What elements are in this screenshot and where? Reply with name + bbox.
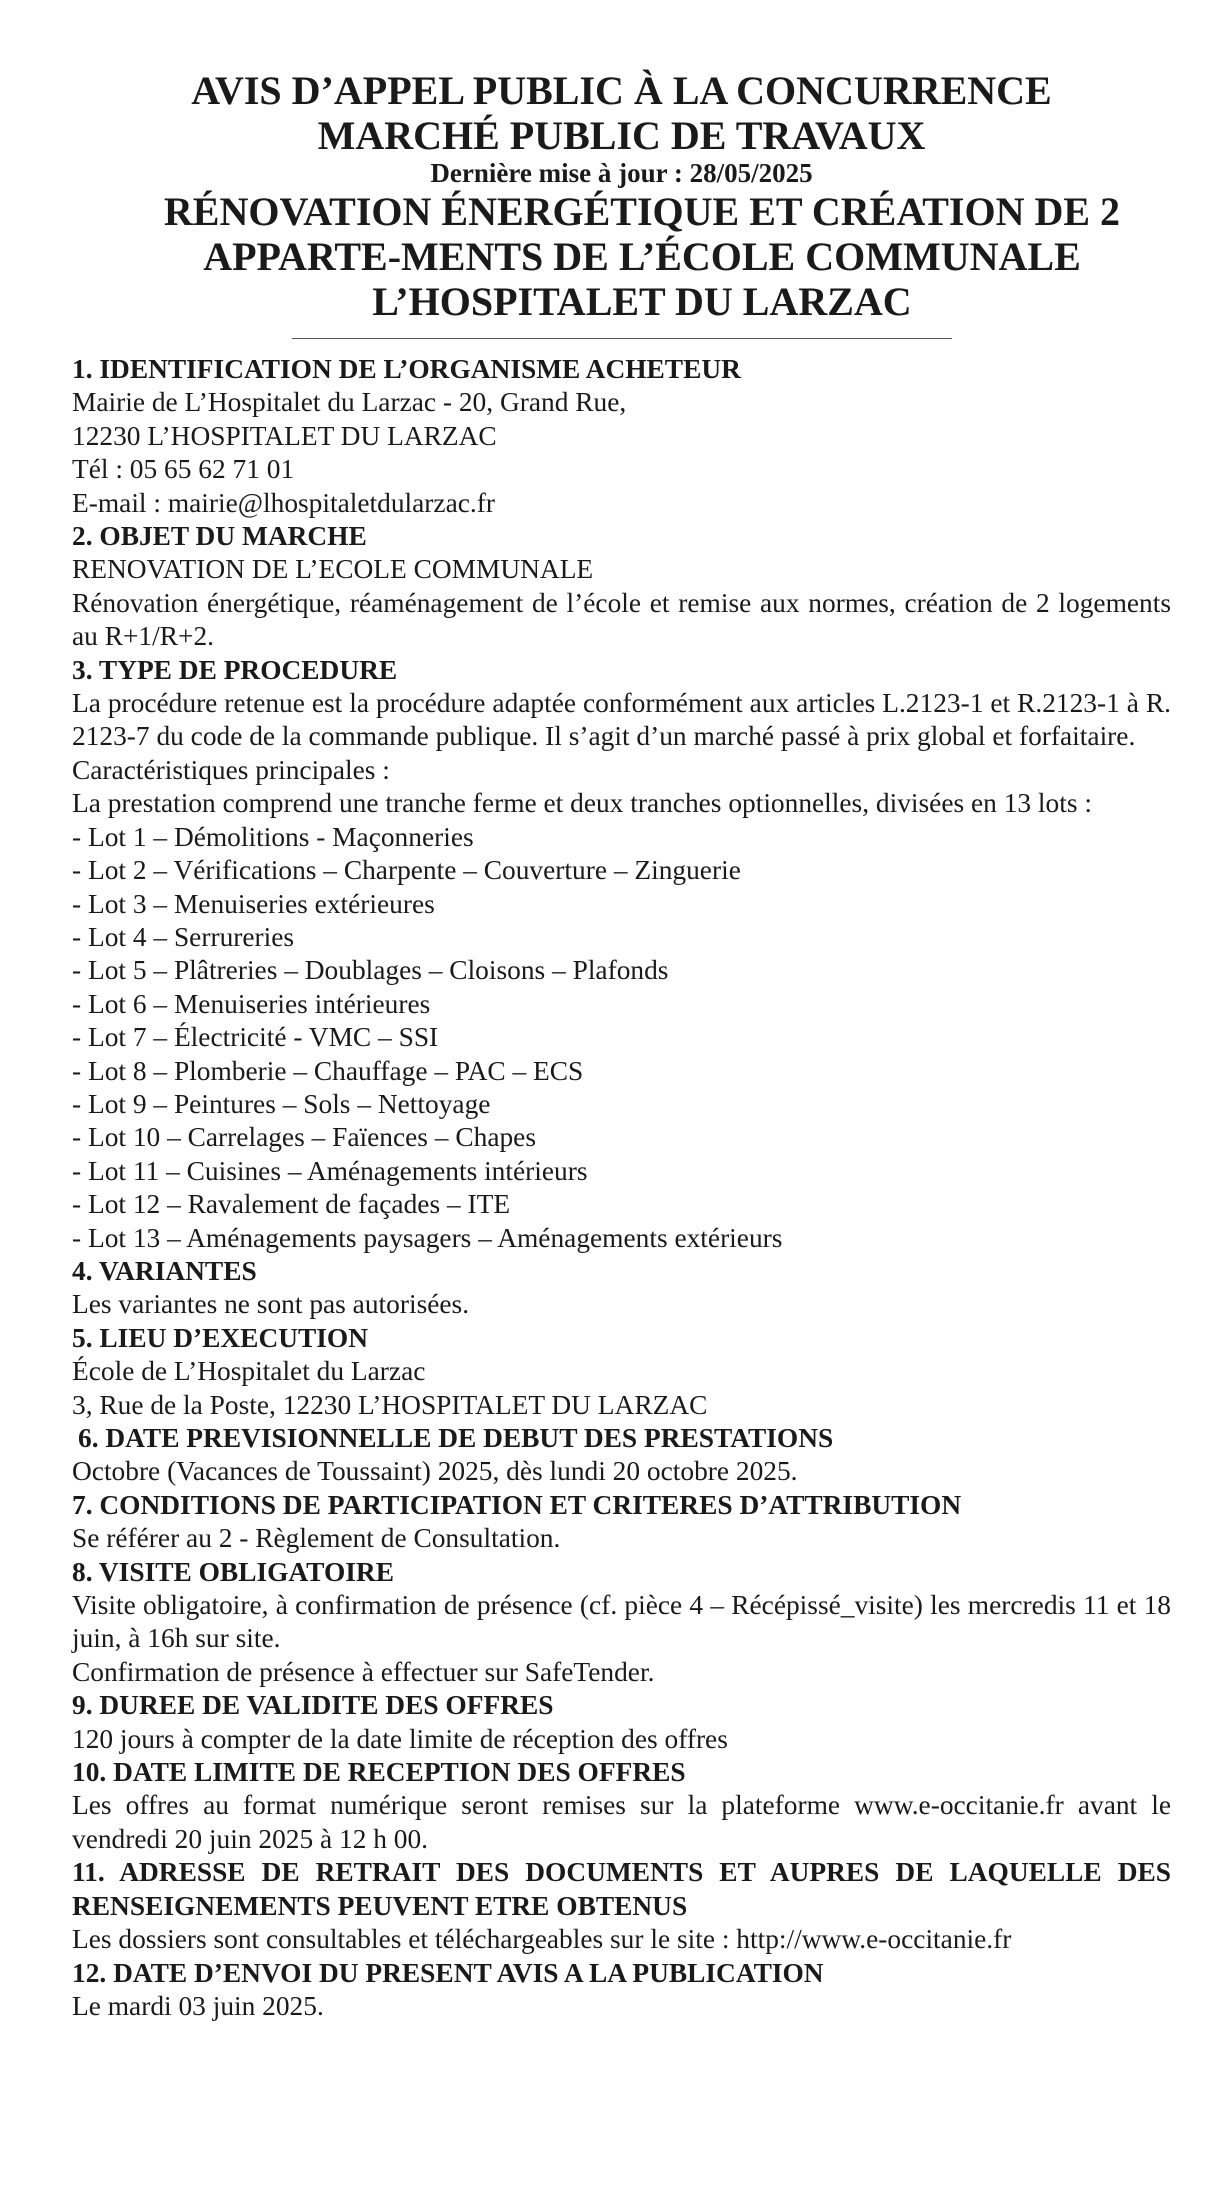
buyer-email: E-mail : mairie@lhospitaletdularzac.fr [72,487,495,518]
list-item: - Lot 9 – Peintures – Sols – Nettoyage [72,1088,491,1119]
notice-body [72,353,1171,2023]
section-variants [72,1255,1171,1322]
section-heading: 7. CONDITIONS DE PARTICIPATION ET CRITERES D’ATTRIBUTION [72,1489,962,1520]
section-heading: 8. VISITE OBLIGATOIRE [72,1556,394,1587]
section-heading: 10. DATE LIMITE DE RECEPTION DES OFFRES [72,1757,686,1788]
list-item: - Lot 5 – Plâtreries – Doublages – Cloisons – Plafonds [72,955,669,986]
notice-subtitle: MARCHÉ PUBLIC DE TRAVAUX [317,113,926,158]
section-start-date [72,1422,1171,1489]
section-visit [72,1556,1171,1690]
section-validity [72,1689,1171,1756]
section-conditions [72,1489,1171,1556]
project-title: RÉNOVATION ÉNERGÉTIQUE ET CRÉATION DE 2 APPARTE-MENTS DE L’ÉCOLE COMMUNALE L’HOSPITALET DU LARZAC [163,189,1121,324]
procedure-text: La procédure retenue est la procédure adaptée conformément aux articles L.2123-1 et R.2123-1 à R. 2123-7 du code de la commande publique. Il s’agit d’un marché passé à prix global et forfaitaire. [72,688,1171,752]
list-item: - Lot 11 – Cuisines – Aménagements intérieurs [72,1155,588,1186]
section-location [72,1322,1171,1422]
section-heading: 5. LIEU D’EXECUTION [72,1322,369,1353]
deadline-text: Les offres au format numérique seront remises sur la plateforme www.e-occitanie.fr avant le vendredi 20 juin 2025 à 12 h 00. [72,1790,1171,1854]
list-item: - Lot 2 – Vérifications – Charpente – Couverture – Zinguerie [72,855,741,886]
last-update: Dernière mise à jour : 28/05/2025 [430,158,813,188]
notice-header [72,68,1171,339]
list-item: - Lot 4 – Serrureries [72,921,295,952]
variants-text: Les variantes ne sont pas autorisées. [72,1289,470,1320]
buyer-address-line2: 12230 L’HOSPITALET DU LARZAC [72,420,497,451]
list-item: - Lot 6 – Menuiseries intérieures [72,988,431,1019]
list-item: - Lot 8 – Plomberie – Chauffage – PAC – ECS [72,1055,584,1086]
conditions-text: Se référer au 2 - Règlement de Consultation. [72,1523,561,1554]
header-divider [292,338,952,339]
list-item: - Lot 7 – Électricité - VMC – SSI [72,1022,439,1053]
section-procedure [72,654,1171,1255]
section-object [72,520,1171,654]
list-item: - Lot 13 – Aménagements paysagers – Aménagements extérieurs [72,1222,783,1253]
characteristics-label: Caractéristiques principales : [72,754,390,785]
start-date-text: Octobre (Vacances de Toussaint) 2025, dès lundi 20 octobre 2025. [72,1456,798,1487]
documents-text: Les dossiers sont consultables et téléchargeables sur le site : http://www.e-occitanie.fr [72,1924,1012,1955]
location-place: École de L’Hospitalet du Larzac [72,1356,426,1387]
buyer-phone: Tél : 05 65 62 71 01 [72,454,295,485]
section-heading: 3. TYPE DE PROCEDURE [72,654,398,685]
notice-title: AVIS D’APPEL PUBLIC À LA CONCURRENCE [191,68,1052,113]
section-heading: 1. IDENTIFICATION DE L’ORGANISME ACHETEUR [72,354,741,384]
visit-text: Visite obligatoire, à confirmation de présence (cf. pièce 4 – Récépissé_visite) les mercredis 11 et 18 juin, à 16h sur site. [72,1590,1171,1654]
object-description: Rénovation énergétique, réaménagement de l’école et remise aux normes, création de 2 logements au R+1/R+2. [72,587,1171,652]
object-subject: RENOVATION DE L’ECOLE COMMUNALE [72,554,594,585]
list-item: - Lot 1 – Démolitions - Maçonneries [72,821,474,852]
lots-intro: La prestation comprend une tranche ferme et deux tranches optionnelles, divisées en 13 lots : [72,788,1092,819]
section-heading: 6. DATE PREVISIONNELLE DE DEBUT DES PRESTATIONS [78,1423,834,1453]
list-item: - Lot 10 – Carrelages – Faïences – Chapes [72,1122,536,1153]
validity-text: 120 jours à compter de la date limite de réception des offres [72,1723,728,1754]
location-address: 3, Rue de la Poste, 12230 L’HOSPITALET DU LARZAC [72,1389,708,1420]
lots-list [72,821,1171,1255]
section-buyer [72,353,1171,520]
buyer-address-line1: Mairie de L’Hospitalet du Larzac - 20, Grand Rue, [72,387,627,418]
section-heading: 12. DATE D’ENVOI DU PRESENT AVIS A LA PUBLICATION [72,1957,824,1988]
publication-date: Le mardi 03 juin 2025. [72,1990,324,2021]
section-heading: 11. ADRESSE DE RETRAIT DES DOCUMENTS ET AUPRES DE LAQUELLE DES RENSEIGNEMENTS PEUVENT ETRE OBTENUS [72,1857,1171,1921]
list-item: - Lot 3 – Menuiseries extérieures [72,888,435,919]
section-deadline [72,1756,1171,1856]
section-heading: 2. OBJET DU MARCHE [72,521,367,552]
section-heading: 4. VARIANTES [72,1255,257,1286]
section-documents [72,1856,1171,1956]
section-heading: 9. DUREE DE VALIDITE DES OFFRES [72,1690,554,1721]
visit-confirmation: Confirmation de présence à effectuer sur SafeTender. [72,1656,655,1687]
list-item: - Lot 12 – Ravalement de façades – ITE [72,1189,511,1220]
section-publication [72,1957,1171,2024]
